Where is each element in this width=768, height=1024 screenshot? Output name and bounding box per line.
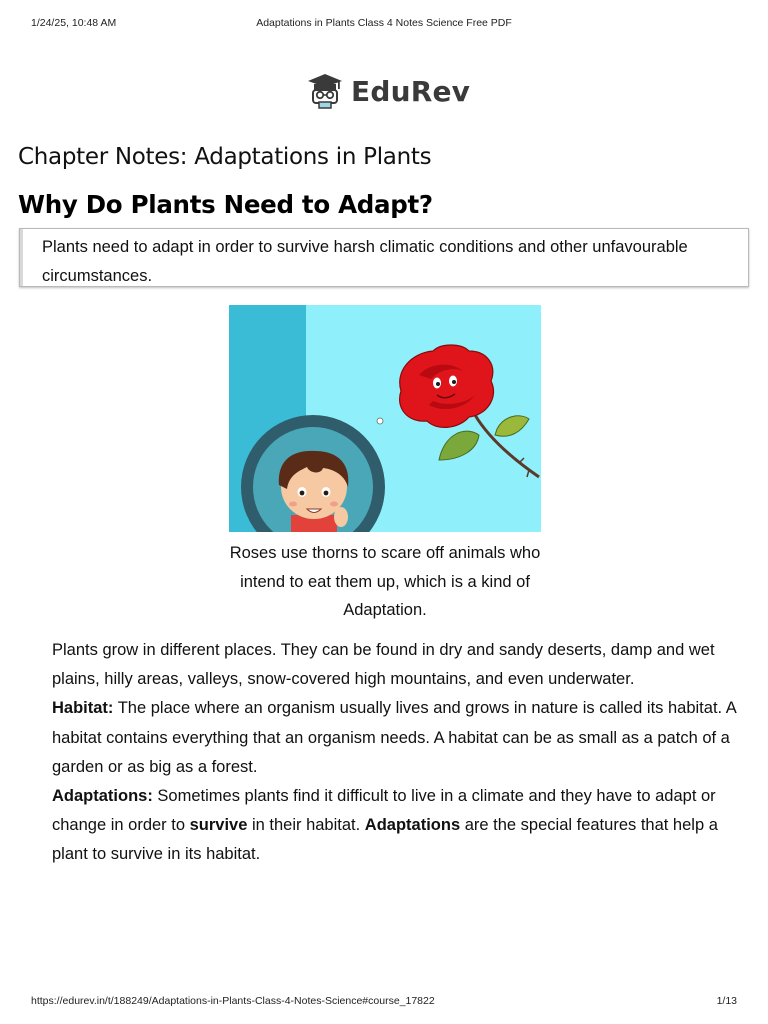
page-number: 1/13 (716, 995, 737, 1007)
adaptations-term: Adaptations: (52, 787, 153, 806)
logo-wordmark: EduRev (351, 74, 471, 108)
habitat-term: Habitat: (52, 699, 114, 718)
paragraph-habitat (52, 694, 752, 782)
habitat-definition: The place where an organism usually lives and grows in nature is called its habitat. A habitat contains everything that an organism needs. A habitat can be as small as a patch of a garden or as big as a forest. (52, 699, 736, 776)
survive-bold: survive (189, 816, 248, 835)
callout-accent-bar (20, 229, 23, 286)
adaptations-text-2: in their habitat. (247, 816, 365, 835)
adaptations-text-1: Sometimes plants find it difficult to live in a climate and they have to adapt or change in order to (52, 787, 716, 835)
paragraph-places: Plants grow in different places. They can be found in dry and sandy deserts, damp and wet plains, hilly areas, valleys, snow-covered high mountains, and even underwater. (52, 641, 715, 689)
print-page-title: Adaptations in Plants Class 4 Notes Science Free PDF (256, 17, 512, 29)
adaptations-bold: Adaptations (364, 816, 461, 835)
print-date: 1/24/25, 10:48 AM (31, 17, 117, 29)
adaptations-text-3: are the special features that help a plant to survive in its habitat. (52, 816, 718, 864)
graduation-cap-student-icon (305, 73, 345, 109)
print-url: https://edurev.in/t/188249/Adaptations-in-Plants-Class-4-Notes-Science#course_17822 (31, 995, 435, 1007)
edurev-logo[interactable] (305, 73, 470, 109)
illustration-caption: Roses use thorns to scare off animals who intend to eat them up, which is a kind of Adaptation. (229, 544, 541, 619)
rose-and-boy-illustration (229, 305, 541, 532)
section-heading: Why Do Plants Need to Adapt? (18, 190, 433, 219)
body-content (52, 636, 752, 870)
chapter-title: Chapter Notes: Adaptations in Plants (18, 144, 432, 170)
intro-callout (19, 228, 749, 287)
intro-callout-text: Plants need to adapt in order to survive harsh climatic conditions and other unfavourable circumstances. (42, 238, 688, 285)
paragraph-adaptations (52, 782, 752, 870)
